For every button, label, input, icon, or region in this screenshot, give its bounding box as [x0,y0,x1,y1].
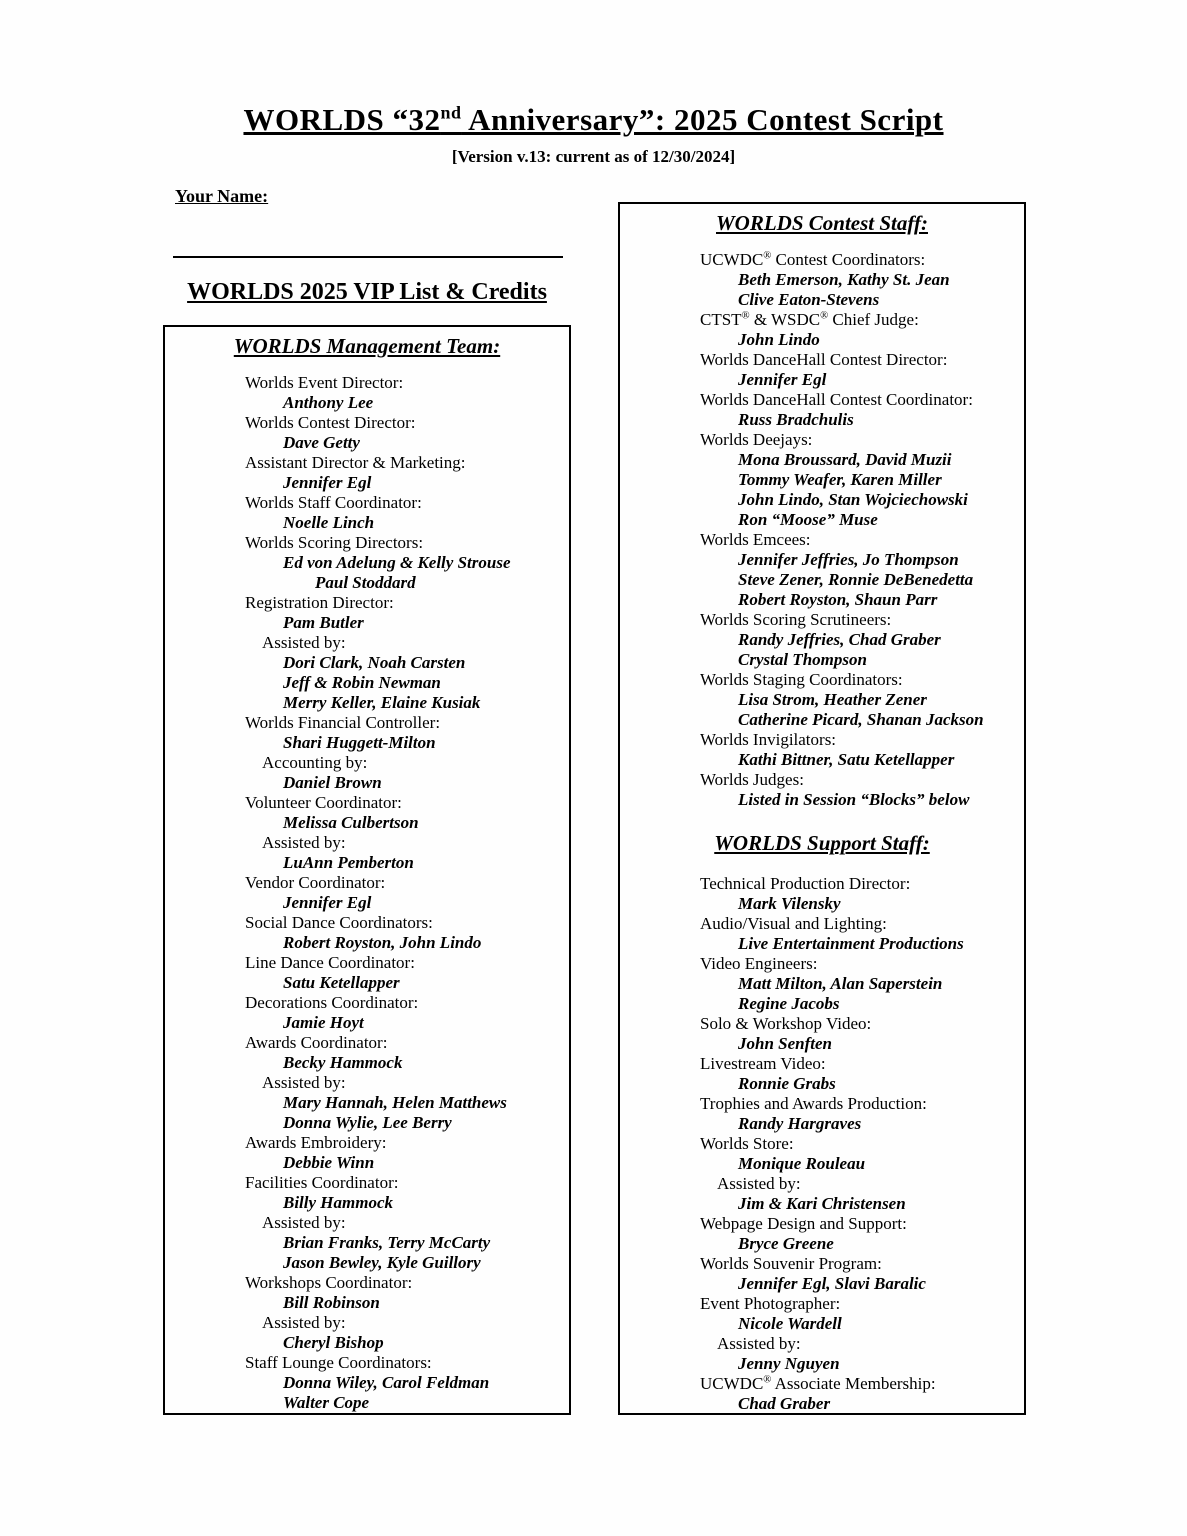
credit-line: Technical Production Director: [700,874,911,893]
credit-line: Robert Royston, John Lindo [283,933,482,952]
credit-line: Worlds Emcees: [700,530,811,549]
credit-line: Worlds Scoring Directors: [245,533,424,552]
credit-line: Worlds DanceHall Contest Director: [700,350,948,369]
credit-line: Live Entertainment Productions [738,934,964,953]
support-staff-section [620,830,1024,1414]
credit-line: Jim & Kari Christensen [738,1194,906,1213]
credit-line: Daniel Brown [283,773,382,792]
registered-mark: ® [741,310,750,322]
credit-line: Assisted by: [717,1174,801,1193]
credit-line: Line Dance Coordinator: [245,953,415,972]
credit-line: Bill Robinson [283,1293,380,1312]
credit-line: Bryce Greene [738,1234,834,1253]
credit-line: Jason Bewley, Kyle Guillory [283,1253,481,1272]
credit-line: Kathi Bittner, Satu Ketellapper [738,750,955,769]
credit-line: Ron “Moose” Muse [738,510,878,529]
management-team-lines [165,373,569,1413]
credit-line: Assisted by: [262,1213,346,1232]
credit-line: John Lindo [738,330,820,349]
credit-line: Jennifer Egl [283,473,372,492]
credit-line: Matt Milton, Alan Saperstein [738,974,943,993]
credit-line: Worlds Event Director: [245,373,404,392]
credit-line: Shari Huggett-Milton [283,733,436,752]
credit-line: Assistant Director & Marketing: [245,453,466,472]
credit-line: CTST® & WSDC® Chief Judge: [700,310,919,329]
credit-line: Livestream Video: [700,1054,826,1073]
credit-line: Anthony Lee [283,393,374,412]
credit-line: Worlds Financial Controller: [245,713,441,732]
credit-line: Dave Getty [283,433,360,452]
credit-line: Paul Stoddard [315,573,416,592]
credit-line: Trophies and Awards Production: [700,1094,927,1113]
credit-line: Assisted by: [717,1334,801,1353]
document-title [0,98,1187,142]
credit-line: Jennifer Jeffries, Jo Thompson [738,550,959,569]
credit-line: Nicole Wardell [738,1314,842,1333]
credit-line: Steve Zener, Ronnie DeBenedetta [738,570,974,589]
credit-line: Satu Ketellapper [283,973,400,992]
credit-line: Registration Director: [245,593,394,612]
title-superscript: nd [440,102,462,123]
credit-line: Worlds DanceHall Contest Coordinator: [700,390,973,409]
contest-staff-lines [620,250,1024,810]
credit-line: Assisted by: [262,633,346,652]
credit-line: Jennifer Egl, Slavi Baralic [738,1274,926,1293]
credit-line: Worlds Staging Coordinators: [700,670,903,689]
credit-line: Billy Hammock [283,1193,394,1212]
credit-line: John Senften [738,1034,832,1053]
credit-line: Jamie Hoyt [283,1013,364,1032]
credit-line: Ed von Adelung & Kelly Strouse [283,553,511,572]
credit-line: Lisa Strom, Heather Zener [738,690,927,709]
management-team-box [163,325,571,1415]
credit-line: Mary Hannah, Helen Matthews [283,1093,507,1112]
credit-line: Worlds Judges: [700,770,804,789]
credit-line: Robert Royston, Shaun Parr [738,590,938,609]
credit-line: Facilities Coordinator: [245,1173,399,1192]
credit-line: Donna Wiley, Carol Feldman [283,1373,490,1392]
version-line: [Version v.13: current as of 12/30/2024] [451,147,736,166]
your-name-label: Your Name: [175,186,269,206]
credit-line: Randy Hargraves [738,1114,862,1133]
credit-line: LuAnn Pemberton [283,853,414,872]
credit-line: UCWDC® Associate Membership: [700,1374,936,1393]
credit-line: Tommy Weafer, Karen Miller [738,470,942,489]
credit-line: Worlds Scoring Scrutineers: [700,610,892,629]
credit-line: Solo & Workshop Video: [700,1014,872,1033]
credit-line: Mona Broussard, David Muzii [738,450,952,469]
credit-line: Walter Cope [283,1393,370,1412]
credit-line: Volunteer Coordinator: [245,793,402,812]
credit-line: Beth Emerson, Kathy St. Jean [738,270,950,289]
credit-line: Audio/Visual and Lighting: [700,914,887,933]
credit-line: Assisted by: [262,1313,346,1332]
credit-line: Monique Rouleau [738,1154,866,1173]
credit-line: Worlds Souvenir Program: [700,1254,882,1273]
credit-line: Worlds Contest Director: [245,413,416,432]
credit-line: John Lindo, Stan Wojciechowski [738,490,968,509]
credit-line: Russ Bradchulis [738,410,854,429]
registered-mark: ® [763,1374,772,1386]
credit-line: Debbie Winn [283,1153,375,1172]
credit-line: Worlds Deejays: [700,430,813,449]
credit-line: Event Photographer: [700,1294,841,1313]
registered-mark: ® [763,250,772,262]
credit-line: Staff Lounge Coordinators: [245,1353,432,1372]
credit-line: Awards Embroidery: [245,1133,387,1152]
credit-line: Dori Clark, Noah Carsten [283,653,466,672]
credit-line: Catherine Picard, Shanan Jackson [738,710,984,729]
credit-line: Ronnie Grabs [738,1074,836,1093]
document-title-text: WORLDS “32 [243,102,441,137]
credit-line: Jennifer Egl [283,893,372,912]
credit-line: Assisted by: [262,833,346,852]
support-staff-lines [620,874,1024,1414]
credit-line: Noelle Linch [283,513,375,532]
credit-line: Mark Vilensky [738,894,841,913]
credit-line: Regine Jacobs [738,994,840,1013]
credit-line: Melissa Culbertson [283,813,419,832]
credit-line: Pam Butler [283,613,364,632]
staff-box [618,202,1026,1415]
credit-line: Listed in Session “Blocks” below [738,790,970,809]
credit-line: Jenny Nguyen [738,1354,840,1373]
credit-line: Decorations Coordinator: [245,993,419,1012]
credit-line: Jennifer Egl [738,370,827,389]
credit-line: Accounting by: [262,753,368,772]
credit-line: Merry Keller, Elaine Kusiak [283,693,481,712]
credit-line: Video Engineers: [700,954,818,973]
credit-line: Awards Coordinator: [245,1033,388,1052]
management-team-heading: WORLDS Management Team: [233,334,501,358]
credit-line: Donna Wylie, Lee Berry [283,1113,452,1132]
vip-list-heading: WORLDS 2025 VIP List & Credits [187,279,547,305]
credit-line: Webpage Design and Support: [700,1214,907,1233]
credit-line: Vendor Coordinator: [245,873,386,892]
credit-line: Social Dance Coordinators: [245,913,433,932]
credit-line: Jeff & Robin Newman [283,673,441,692]
credit-line: Becky Hammock [283,1053,403,1072]
credit-line: UCWDC® Contest Coordinators: [700,250,926,269]
document-title-text-2: Anniversary”: 2025 Contest Script [461,102,944,137]
contest-staff-heading: WORLDS Contest Staff: [716,211,928,235]
credit-line: Crystal Thompson [738,650,867,669]
credit-line: Worlds Staff Coordinator: [245,493,422,512]
credit-line: Worlds Store: [700,1134,794,1153]
registered-mark: ® [820,310,829,322]
credit-line: Worlds Invigilators: [700,730,837,749]
credit-line: Brian Franks, Terry McCarty [283,1233,491,1252]
credit-line: Randy Jeffries, Chad Graber [738,630,941,649]
credit-line: Chad Graber [738,1394,831,1413]
support-staff-heading: WORLDS Support Staff: [714,831,930,855]
credit-line: Workshops Coordinator: [245,1273,413,1292]
credit-line: Cheryl Bishop [283,1333,384,1352]
credit-line: Assisted by: [262,1073,346,1092]
contest-staff-section [620,210,1024,810]
signature-line [173,256,563,258]
credit-line: Clive Eaton-Stevens [738,290,880,309]
